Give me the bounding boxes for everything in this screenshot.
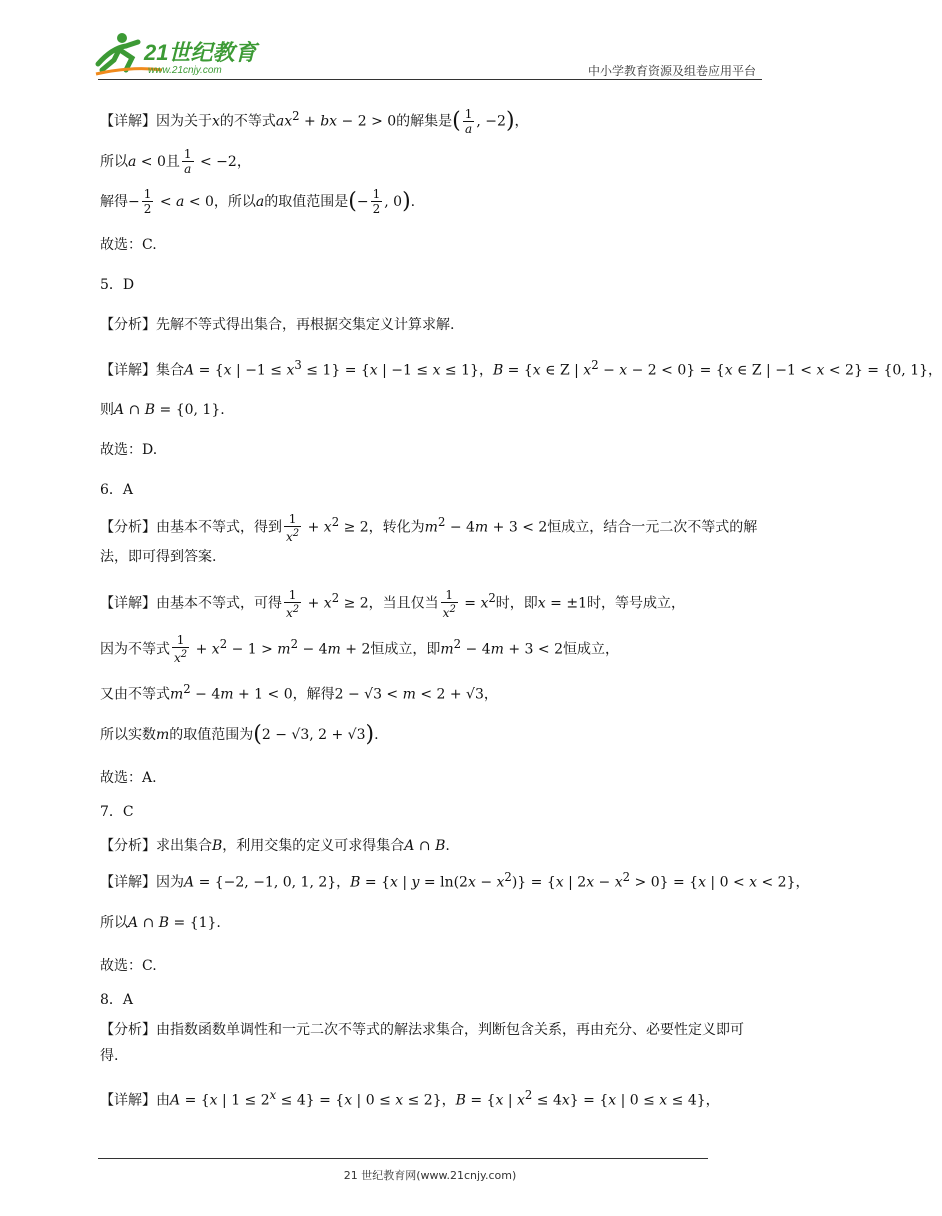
q6-title: 6．A <box>100 482 134 499</box>
q6-detail: 【详解】由基本不等式，可得 $\frac{1}{x^2}$ + $x^2 \ge 2$，当且仅当 $\frac{1}{x^2}$ = $x^2$时，即x = ±1时，等号成立， <box>100 587 685 620</box>
q5-title: 5．D <box>100 276 135 293</box>
q7-detail: 【详解】因为A = {−2, −1, 0, 1, 2}，B = {x | $y = \ln(2x - x^2)\} = \{x$ | $2x - x^2 > 0\} = \{x$ | 0 < x < 2}， <box>100 869 810 891</box>
page-header <box>0 0 860 80</box>
q8-title: 8．A <box>100 991 134 1008</box>
q5-analysis: 【分析】先解不等式得出集合，再根据交集定义计算求解. <box>100 316 455 333</box>
q5-result: 则A ∩ B = {0, 1}. <box>100 402 225 419</box>
q4-detail-line: 【详解】因为关于x的不等式$ax^2$ + bx − 2 > 0的解集是( $\frac{1}{a}$ , −2)， <box>100 107 529 137</box>
site-logo <box>92 30 262 78</box>
q5-detail: 【详解】集合A = {x | $-1 \le x^3 \le 1\} = \{x$ | −1 ≤ x ≤ 1}，B = {x ∈ Z | $x^2 - x - 2 < 0\} = \{x$ ∈ Z | −1 < x < 2} = {0, 1}， <box>100 357 942 379</box>
logo-url: www.21cnjy.com <box>148 65 222 76</box>
q6-line-3: 因为不等式 $\frac{1}{x^2}$ + $x^2 - 1 > m^2 - 4m + 2$恒成立，即$m^2 - 4m + 3 < 2$恒成立， <box>100 633 619 666</box>
q7-title: 7．C <box>100 803 134 820</box>
q7-analysis: 【分析】求出集合B，利用交集的定义可求得集合A ∩ B. <box>100 837 450 854</box>
q4-choice: 故选：C. <box>100 236 157 253</box>
q4-line-3: 解得− $\frac{1}{2}$ < a < 0，所以a的取值范围是(− $\frac{1}{2}$ , 0). <box>100 187 416 217</box>
q6-line-5: 所以实数m的取值范围为(2 − √3, 2 + √3). <box>100 721 379 747</box>
logo-text: 21世纪教育 <box>144 40 257 65</box>
solution-content <box>100 96 942 1120</box>
q5-choice: 故选：D. <box>100 442 158 459</box>
q6-line-4: 又由不等式$m^2 - 4m + 1 < 0$，解得2 − √3 < m < 2 + √3， <box>100 682 498 703</box>
footer-divider <box>98 1158 708 1159</box>
q7-result: 所以A ∩ B = {1}. <box>100 914 221 931</box>
header-divider <box>98 79 762 80</box>
q7-choice: 故选：C. <box>100 957 157 974</box>
q4-line-2: 所以a < 0且 $\frac{1}{a}$ < −2， <box>100 147 251 177</box>
q6-choice: 故选：A. <box>100 769 157 786</box>
q8-analysis: 【分析】由指数函数单调性和一元二次不等式的解法求集合，判断包含关系，再由充分、必要性定义即可得. <box>100 1021 744 1064</box>
page-footer: 21 世纪教育网(www.21cnjy.com) <box>343 1169 517 1182</box>
q6-analysis: 【分析】由基本不等式，得到 $\frac{1}{x^2}$ + $x^2 \ge 2$，转化为$m^2 - 4m + 3 < 2$恒成立，结合一元二次不等式的解法，即可得到答案. <box>100 511 758 565</box>
header-platform-name: 中小学教育资源及组卷应用平台 <box>587 64 756 78</box>
q8-detail: 【详解】由A = {x | $1 \le 2^x \le 4\} = \{x$ | 0 ≤ x ≤ 2}，B = {x | $x^2 \le 4x\} = \{x$ | 0 ≤ x ≤ 4}， <box>100 1087 720 1109</box>
